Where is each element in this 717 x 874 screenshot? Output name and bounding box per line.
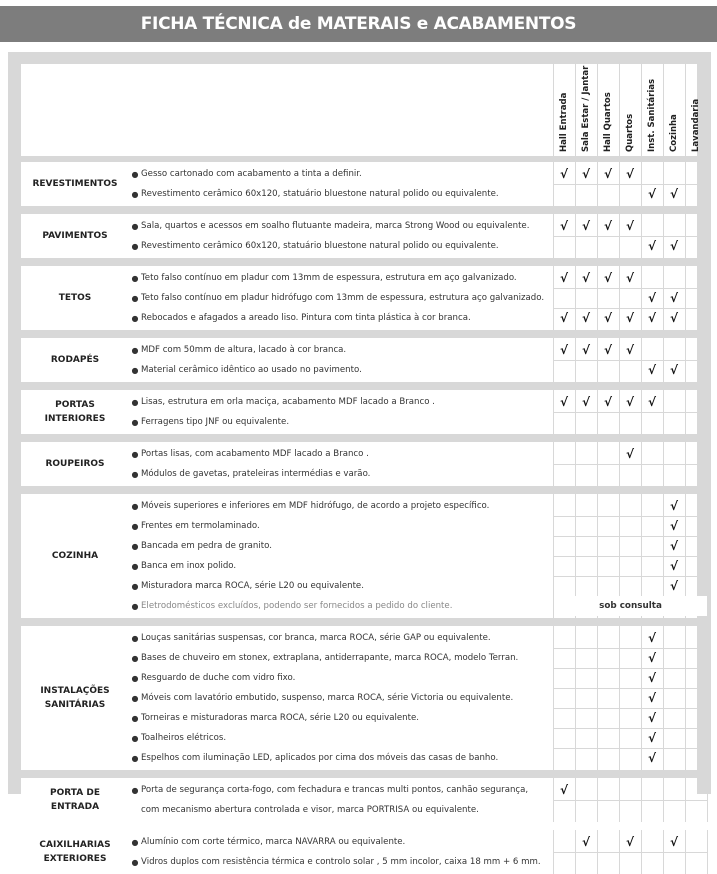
row-divider: [553, 728, 707, 729]
check-mark: √: [669, 363, 678, 377]
spec-item: [129, 216, 553, 236]
column-header: Cozinha: [669, 114, 679, 152]
check-mark: √: [647, 291, 656, 305]
check-mark: √: [625, 343, 634, 357]
check-mark: √: [647, 631, 656, 645]
section-title: CAIXILHARIAS EXTERIORES: [39, 840, 111, 864]
check-mark: √: [647, 751, 656, 765]
spec-item: [129, 628, 553, 648]
check-mark: √: [581, 219, 590, 233]
check-mark: √: [581, 167, 590, 181]
bullet-icon: ●: [131, 857, 139, 867]
section-revestimentos: [21, 162, 697, 206]
spec-item: [129, 800, 553, 820]
bullet-icon: ●: [131, 561, 139, 571]
check-mark: √: [647, 651, 656, 665]
bullet-icon: ●: [131, 345, 139, 355]
row-divider: [553, 648, 707, 649]
spec-item-text: Bases de chuveiro em stonex, extraplana, antiderrapante, marca ROCA, modelo Terran.: [141, 653, 519, 663]
column-header: Inst. Sanitárias: [647, 78, 657, 152]
column-divider: [707, 338, 708, 382]
spec-item-text: Toalheiros elétricos.: [141, 733, 227, 743]
bullet-icon: ●: [131, 601, 139, 611]
check-mark: √: [669, 291, 678, 305]
bullet-icon: ●: [131, 673, 139, 683]
check-mark: √: [647, 711, 656, 725]
spec-item-text: Teto falso contínuo em pladur com 13mm de espessura, estrutura em aço galvanizado.: [141, 273, 517, 283]
bullet-icon: ●: [131, 581, 139, 591]
check-mark: √: [669, 311, 678, 325]
bullet-icon: ●: [131, 693, 139, 703]
spec-item-text: Portas lisas, com acabamento MDF lacado a Branco .: [141, 449, 369, 459]
section-title: ROUPEIROS: [45, 459, 105, 469]
spec-item: [129, 288, 553, 308]
section-portas-interiores: [21, 390, 697, 434]
bullet-icon: ●: [131, 313, 139, 323]
spec-item-text: Ferragens tipo JNF ou equivalente.: [141, 417, 290, 427]
check-mark: √: [625, 271, 634, 285]
spec-item-text: Banca em inox polido.: [141, 561, 237, 571]
spec-item: [129, 464, 553, 484]
check-mark: √: [647, 187, 656, 201]
section-title: PORTA DE ENTRADA: [50, 788, 100, 812]
check-mark: √: [669, 519, 678, 533]
bullet-icon: ●: [131, 501, 139, 511]
check-mark: √: [559, 219, 568, 233]
check-mark: √: [647, 363, 656, 377]
bullet-icon: ●: [131, 753, 139, 763]
check-mark: √: [669, 835, 678, 849]
spec-item: [129, 444, 553, 464]
check-mark: √: [669, 539, 678, 553]
section-cozinha: [21, 494, 697, 618]
check-mark: √: [559, 783, 568, 797]
column-divider: [685, 266, 686, 330]
section-pavimentos: [21, 214, 697, 258]
check-mark: √: [647, 311, 656, 325]
row-divider: [553, 748, 707, 749]
section-title: REVESTIMENTOS: [32, 179, 118, 189]
spec-item-text: Vidros duplos com resistência térmica e controlo solar , 5 mm incolor, caixa 18 mm + 6 mm.: [141, 857, 541, 867]
bullet-icon: ●: [131, 541, 139, 551]
bullet-icon: ●: [131, 469, 139, 479]
check-mark: √: [625, 395, 634, 409]
check-mark: √: [669, 579, 678, 593]
spec-item: [129, 516, 553, 536]
bullet-icon: ●: [131, 521, 139, 531]
section-title: TETOS: [58, 293, 92, 303]
column-divider: [707, 266, 708, 330]
spec-item-text: Gesso cartonado com acabamento a tinta a definir.: [141, 169, 362, 179]
check-mark: √: [581, 835, 590, 849]
spec-item: [129, 308, 553, 328]
check-mark: √: [647, 671, 656, 685]
check-mark: √: [581, 271, 590, 285]
spec-item: [129, 728, 553, 748]
spec-item-text: Porta de segurança corta-fogo, com fechadura e trancas multi pontos, canhão segurança,: [141, 785, 529, 795]
column-divider: [619, 64, 620, 156]
section-rodap-s: [21, 338, 697, 382]
spec-item-text: Frentes em termolaminado.: [141, 521, 260, 531]
spec-item-text: Móveis superiores e inferiores em MDF hidrófugo, de acordo a projeto específico.: [141, 501, 490, 511]
section-title: PORTAS INTERIORES: [44, 400, 106, 424]
spec-table-frame: [8, 52, 711, 867]
column-divider: [707, 830, 708, 874]
spec-item-text: Louças sanitárias suspensas, cor branca, marca ROCA, série GAP ou equivalente.: [141, 633, 491, 643]
bullet-icon: ●: [131, 633, 139, 643]
consult-note: sob consulta: [554, 596, 707, 616]
section-title: INSTALAÇÕES SANITÁRIAS: [40, 686, 110, 710]
column-header: Hall Entrada: [559, 92, 569, 152]
spec-item: [129, 688, 553, 708]
column-divider: [597, 64, 598, 156]
title-bar: [0, 6, 717, 42]
spec-item-text: Lisas, estrutura em orla maciça, acabamento MDF lacado a Branco .: [141, 397, 435, 407]
spec-item: [129, 184, 553, 204]
spec-item: [129, 412, 553, 432]
check-mark: √: [581, 343, 590, 357]
spec-item: [129, 832, 553, 852]
check-mark: √: [669, 239, 678, 253]
page-title: FICHA TÉCNICA de MATERAIS e ACABAMENTOS: [140, 14, 577, 34]
check-mark: √: [581, 395, 590, 409]
spec-item: [129, 556, 553, 576]
section-title: PAVIMENTOS: [42, 231, 108, 241]
spec-item-text: Revestimento cerâmico 60x120, statuário bluestone natural polido ou equivalente.: [141, 189, 499, 199]
column-divider: [663, 64, 664, 156]
row-divider: [553, 688, 707, 689]
column-header: Sala Estar / Jantar: [581, 65, 591, 152]
section-porta-de-entrada: [21, 778, 697, 822]
column-divider: [575, 64, 576, 156]
row-divider: [553, 464, 707, 465]
bullet-icon: ●: [131, 733, 139, 743]
spec-item: [129, 748, 553, 768]
spec-item: [129, 780, 553, 800]
column-divider: [641, 64, 642, 156]
bullet-icon: ●: [131, 417, 139, 427]
bullet-icon: ●: [131, 713, 139, 723]
section-tetos: [21, 266, 697, 330]
spec-item: [129, 596, 553, 616]
bullet-icon: ●: [131, 169, 139, 179]
column-header: Lavandaria: [691, 98, 701, 152]
spec-item-text: Resguardo de duche com vidro fixo.: [141, 673, 296, 683]
section-roupeiros: [21, 442, 697, 486]
spec-item-text: Bancada em pedra de granito.: [141, 541, 272, 551]
column-divider: [707, 214, 708, 258]
row-divider: [553, 668, 707, 669]
spec-item: [129, 360, 553, 380]
spec-item-text: Rebocados e afagados a areado liso. Pintura com tinta plástica à cor branca.: [141, 313, 471, 323]
check-mark: √: [625, 447, 634, 461]
check-mark: √: [669, 187, 678, 201]
section-caixilharias-exteriores: [21, 830, 697, 874]
spec-item-text: com mecanismo abertura controlada e visor, marca PORTRISA ou equivalente.: [141, 805, 479, 815]
check-mark: √: [625, 835, 634, 849]
column-header: Quartos: [625, 113, 635, 152]
check-mark: √: [647, 239, 656, 253]
spec-item: [129, 648, 553, 668]
bullet-icon: ●: [131, 837, 139, 847]
spec-item-text: Móveis com lavatório embutido, suspenso, marca ROCA, série Victoria ou equivalente.: [141, 693, 514, 703]
row-divider: [553, 852, 707, 853]
spec-item-text: Teto falso contínuo em pladur hidrófugo com 13mm de espessura, estrutura aço galvanizado.: [141, 293, 545, 303]
bullet-icon: ●: [131, 449, 139, 459]
check-mark: √: [559, 271, 568, 285]
spec-item-text: Espelhos com iluminação LED, aplicados por cima dos móveis das casas de banho.: [141, 753, 499, 763]
bullet-icon: ●: [131, 241, 139, 251]
check-mark: √: [625, 311, 634, 325]
spec-item: [129, 576, 553, 596]
spec-item-text: Torneiras e misturadoras marca ROCA, série L20 ou equivalente.: [141, 713, 419, 723]
spec-item: [129, 852, 553, 872]
check-mark: √: [559, 167, 568, 181]
spec-item: [129, 340, 553, 360]
spec-item-text: Revestimento cerâmico 60x120, statuário bluestone natural polido ou equivalente.: [141, 241, 499, 251]
check-mark: √: [559, 311, 568, 325]
spec-item: [129, 536, 553, 556]
check-mark: √: [625, 219, 634, 233]
check-mark: √: [603, 343, 612, 357]
check-mark: √: [603, 271, 612, 285]
check-mark: √: [647, 691, 656, 705]
spec-item: [129, 668, 553, 688]
row-divider: [553, 412, 707, 413]
spec-item: [129, 708, 553, 728]
check-mark: √: [559, 395, 568, 409]
spec-item-text: Módulos de gavetas, prateleiras intermédias e varão.: [141, 469, 371, 479]
spec-item-text: Sala, quartos e acessos em soalho flutuante madeira, marca Strong Wood ou equivalente.: [141, 221, 530, 231]
check-mark: √: [603, 219, 612, 233]
check-mark: √: [603, 311, 612, 325]
column-header: Hall Quartos: [603, 92, 613, 152]
check-mark: √: [625, 167, 634, 181]
check-mark: √: [669, 499, 678, 513]
bullet-icon: ●: [131, 189, 139, 199]
spec-item-text: MDF com 50mm de altura, lacado à cor branca.: [141, 345, 347, 355]
spec-item: [129, 268, 553, 288]
section-instala-es-sanit-rias: [21, 626, 697, 770]
column-divider: [707, 778, 708, 822]
spec-item: [129, 392, 553, 412]
bullet-icon: ●: [131, 221, 139, 231]
row-divider: [553, 800, 707, 801]
bullet-icon: ●: [131, 653, 139, 663]
section-title: RODAPÉS: [50, 355, 100, 365]
check-mark: √: [647, 395, 656, 409]
bullet-icon: ●: [131, 273, 139, 283]
row-divider: [553, 708, 707, 709]
bullet-icon: ●: [131, 785, 139, 795]
check-mark: √: [559, 343, 568, 357]
column-divider: [707, 442, 708, 486]
spec-item-text: Misturadora marca ROCA, série L20 ou equivalente.: [141, 581, 364, 591]
column-header-card: [21, 64, 701, 156]
spec-item-text: Eletrodomésticos excluídos, podendo ser fornecidos a pedido do cliente.: [141, 601, 453, 611]
check-mark: √: [647, 731, 656, 745]
column-divider: [707, 494, 708, 618]
section-title: COZINHA: [51, 551, 99, 561]
column-divider: [685, 64, 686, 156]
spec-item: [129, 496, 553, 516]
spec-item: [129, 164, 553, 184]
bullet-icon: ●: [131, 293, 139, 303]
column-divider: [707, 64, 708, 156]
column-divider: [707, 626, 708, 770]
check-mark: √: [603, 395, 612, 409]
column-divider: [707, 390, 708, 434]
check-mark: √: [603, 167, 612, 181]
check-mark: √: [669, 559, 678, 573]
spec-item-text: Alumínio com corte térmico, marca NAVARRA ou equivalente.: [141, 837, 406, 847]
bullet-icon: ●: [131, 397, 139, 407]
column-divider: [553, 64, 554, 156]
check-mark: √: [581, 311, 590, 325]
spec-item: [129, 236, 553, 256]
bullet-icon: ●: [131, 365, 139, 375]
column-divider: [707, 162, 708, 206]
spec-item-text: Material cerâmico idêntico ao usado no pavimento.: [141, 365, 362, 375]
